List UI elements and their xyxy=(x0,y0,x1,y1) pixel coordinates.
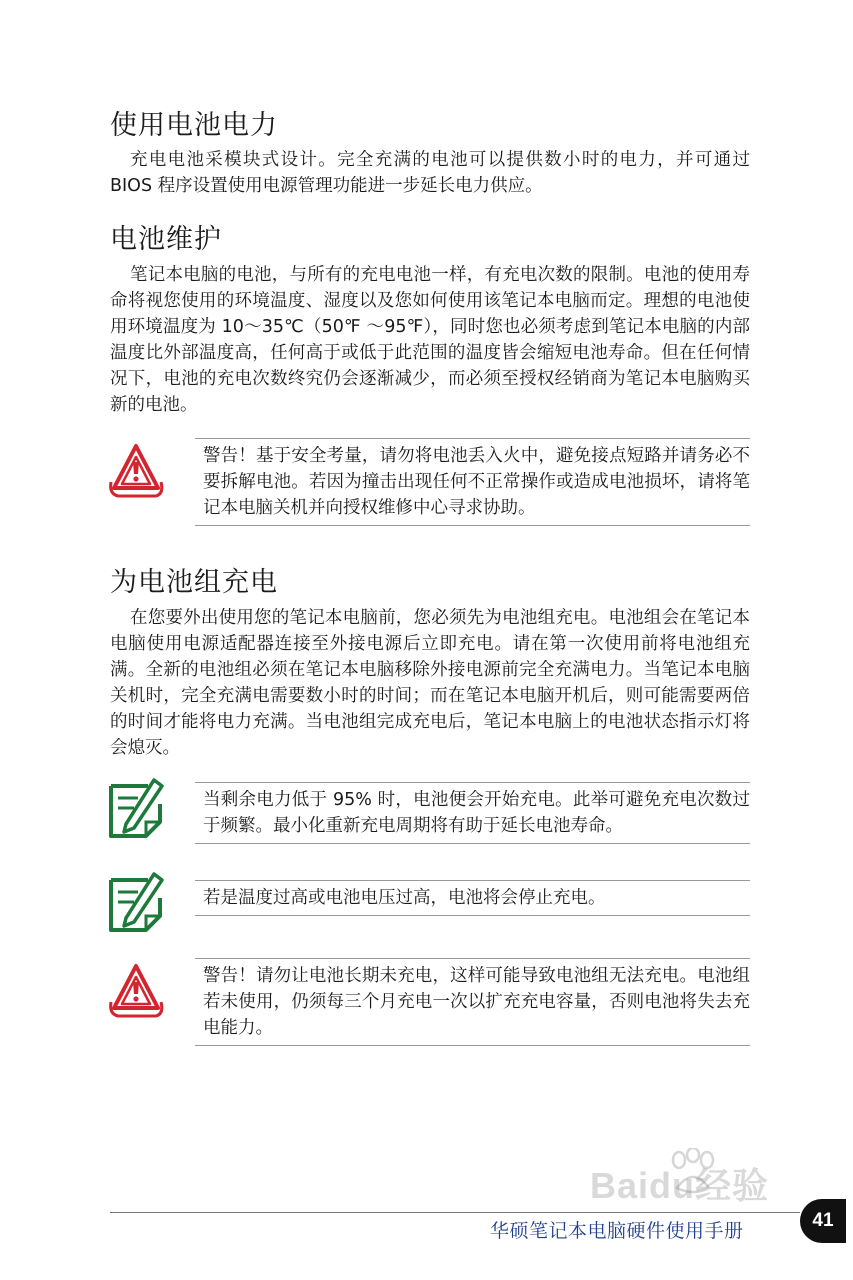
warning-triangle-icon xyxy=(108,438,164,500)
battery-safety-warning: 警告！基于安全考量，请勿将电池丢入火中，避免接点短路并请务必不要拆解电池。若因为撞击出现任何不正常操作或造成电池损坏，请将笔记本电脑关机并向授权维修中心寻求协助。 xyxy=(195,438,750,526)
note-pen-icon xyxy=(108,774,166,838)
charging-threshold-note: 当剩余电力低于 95% 时，电池便会开始充电。此举可避免充电次数过于频繁。最小化重新充电周期将有助于延长电池寿命。 xyxy=(195,782,750,844)
baidu-watermark: Baidu经验 xyxy=(590,1165,770,1206)
charging-stop-note: 若是温度过高或电池电压过高，电池将会停止充电。 xyxy=(195,880,750,916)
charging-paragraph: 在您要外出使用您的笔记本电脑前，您必须先为电池组充电。电池组会在笔记本电脑使用电源适配器连接至外接电源后立即充电。请在第一次使用前将电池组充满。全新的电池组必须在笔记本电脑移除外接电源前完全充满电力。当笔记本电脑关机时，完全充满电需要数小时的时间；而在笔记本电脑开机后，则可能需要两倍的时间才能将电力充满。当电池组完成充电后，笔记本电脑上的电池状态指示灯将会熄灭。 xyxy=(110,608,750,758)
footer-divider xyxy=(110,1212,800,1213)
section-heading-battery-power: 使用电池电力 xyxy=(110,110,278,141)
storage-charging-warning: 警告！请勿让电池长期未充电，这样可能导致电池组无法充电。电池组若未使用，仍须每三个月充电一次以扩充充电容量，否则电池将失去充电能力。 xyxy=(195,958,750,1046)
battery-power-paragraph: 充电电池采模块式设计。完全充满的电池可以提供数小时的电力，并可通过 BIOS 程序设置使用电源管理功能进一步延长电力供应。 xyxy=(110,150,750,196)
warning-triangle-icon xyxy=(108,958,164,1020)
section-heading-battery-maintenance: 电池维护 xyxy=(110,224,222,255)
note-pen-icon xyxy=(108,868,166,932)
page-number: 41 xyxy=(800,1199,846,1243)
footer-manual-title: 华硕笔记本电脑硬件使用手册 xyxy=(490,1220,744,1242)
battery-maintenance-paragraph: 笔记本电脑的电池，与所有的充电电池一样，有充电次数的限制。电池的使用寿命将视您使用的环境温度、湿度以及您如何使用该笔记本电脑而定。理想的电池使用环境温度为 10～35℃（50℉ ～95℉），同时您也必须考虑到笔记本电脑的内部温度比外部温度高，任何高于或低于此范围的温度皆会缩短电池寿命。但在任何情况下，电池的充电次数终究仍会逐渐减少，而必须至授权经销商为笔记本电脑购买新的电池。 xyxy=(110,265,750,415)
section-heading-charging: 为电池组充电 xyxy=(110,567,278,598)
